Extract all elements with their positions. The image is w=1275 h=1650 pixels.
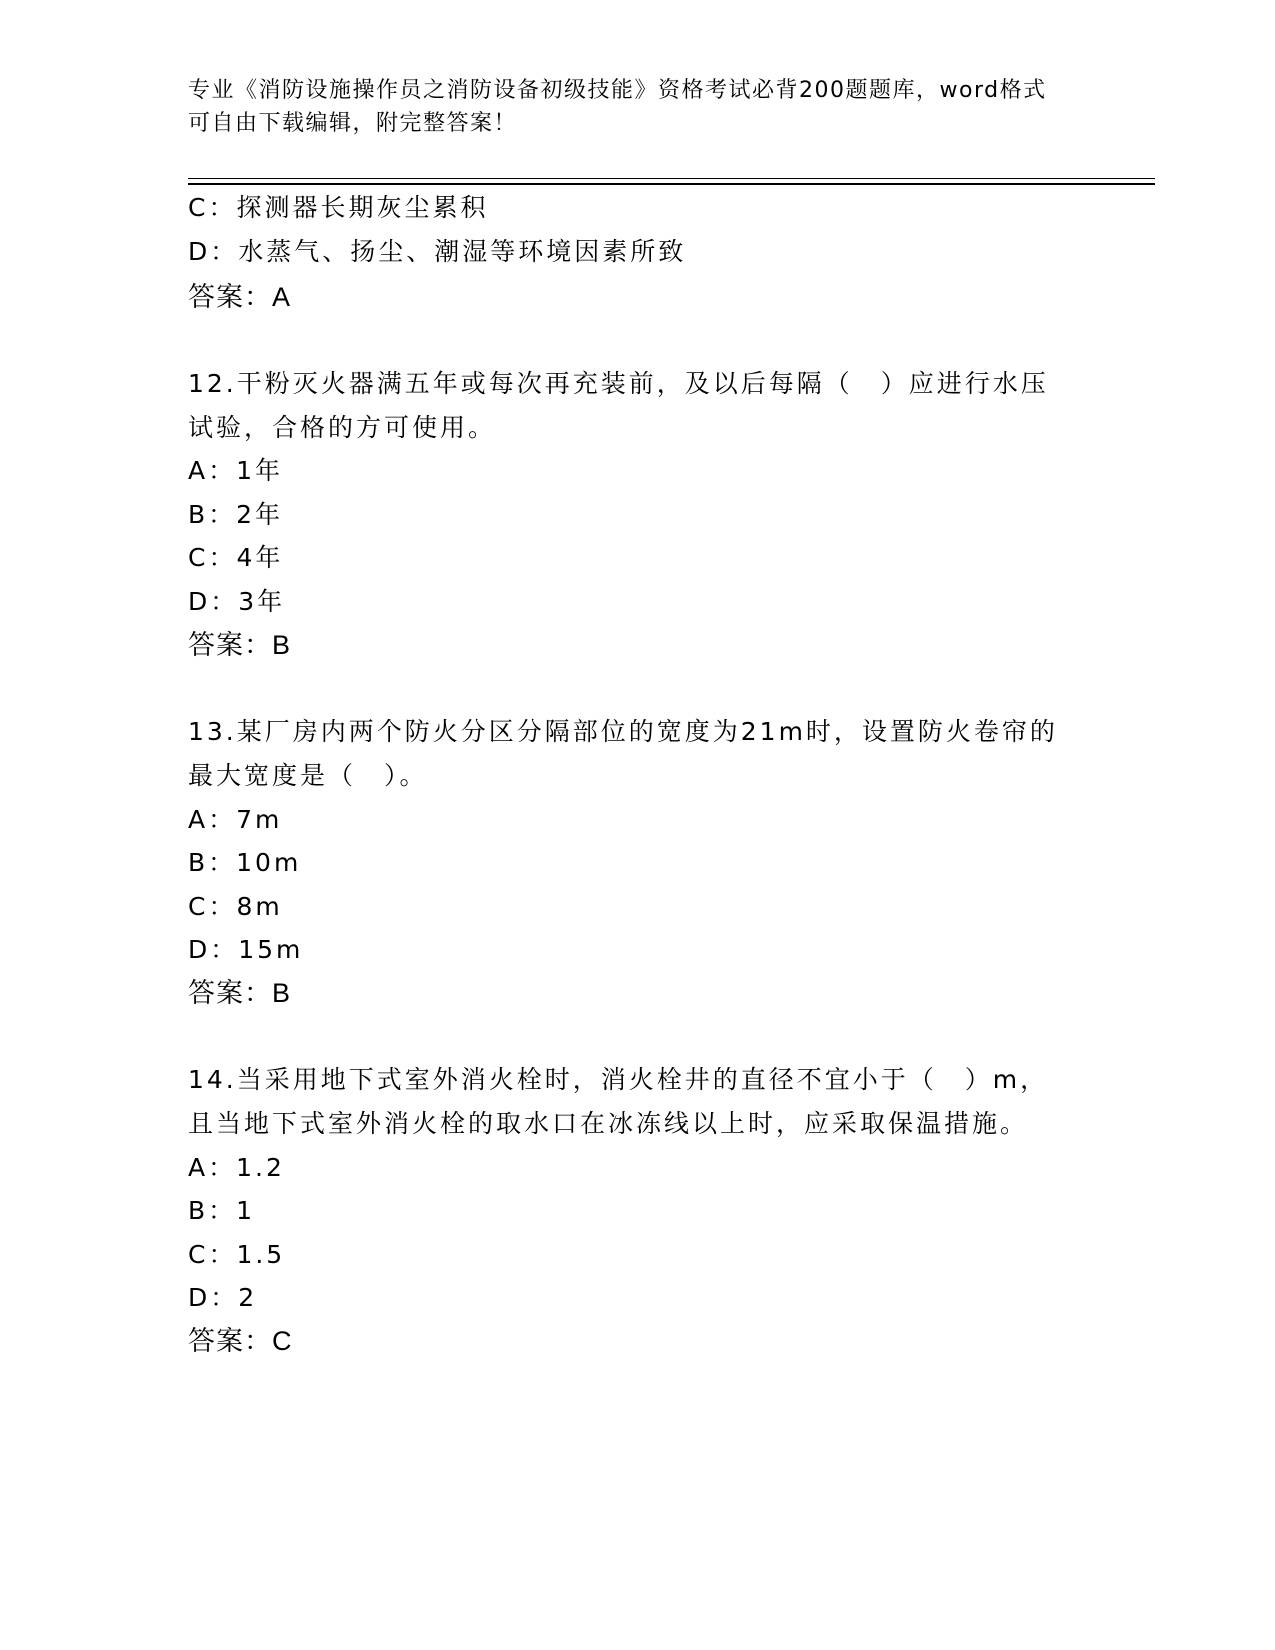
question-14-answer: 答案：C [188, 1326, 293, 1356]
question-14-option-b: B：1 [188, 1196, 256, 1225]
header-divider-thin [188, 178, 1155, 179]
question-12-stem-line-1: 12.干粉灭火器满五年或每次再充装前，及以后每隔（ ）应进行水压 [188, 369, 1049, 398]
question-12-option-b: B：2年 [188, 500, 284, 529]
prev-question-answer: 答案：A [188, 282, 292, 312]
question-12-option-d: D：3年 [188, 587, 286, 616]
question-12-option-a: A：1年 [188, 456, 284, 485]
question-13-stem-line-1: 13.某厂房内两个防火分区分隔部位的宽度为21m时，设置防火卷帘的 [188, 717, 1058, 746]
question-14-stem-line-2: 且当地下式室外消火栓的取水口在冰冻线以上时，应采取保温措施。 [188, 1109, 1029, 1138]
question-12-answer: 答案：B [188, 630, 292, 660]
header-divider-thick [188, 183, 1155, 185]
question-12-option-c: C：4年 [188, 543, 284, 572]
question-13-option-c: C：8m [188, 892, 283, 921]
question-12-stem-line-2: 试验，合格的方可使用。 [188, 413, 497, 442]
question-13-option-d: D：15m [188, 935, 304, 964]
question-14-option-a: A：1.2 [188, 1153, 285, 1182]
question-14-stem-line-1: 14.当采用地下式室外消火栓时，消火栓井的直径不宜小于（ ）m， [188, 1065, 1049, 1094]
document-header: 专业《消防设施操作员之消防设备初级技能》资格考试必背200题题库，word格式可自由下载编辑，附完整答案！ [188, 78, 1047, 136]
question-14-option-d: D：2 [188, 1283, 258, 1312]
question-13-stem-line-2: 最大宽度是（ ）。 [188, 761, 428, 790]
question-13-option-a: A：7m [188, 805, 283, 834]
question-13-option-b: B：10m [188, 848, 302, 877]
question-14-option-c: C：1.5 [188, 1240, 286, 1269]
prev-question-option-c: C：探测器长期灰尘累积 [188, 193, 489, 222]
question-13-answer: 答案：B [188, 978, 292, 1008]
prev-question-option-d: D：水蒸气、扬尘、潮湿等环境因素所致 [188, 237, 687, 266]
